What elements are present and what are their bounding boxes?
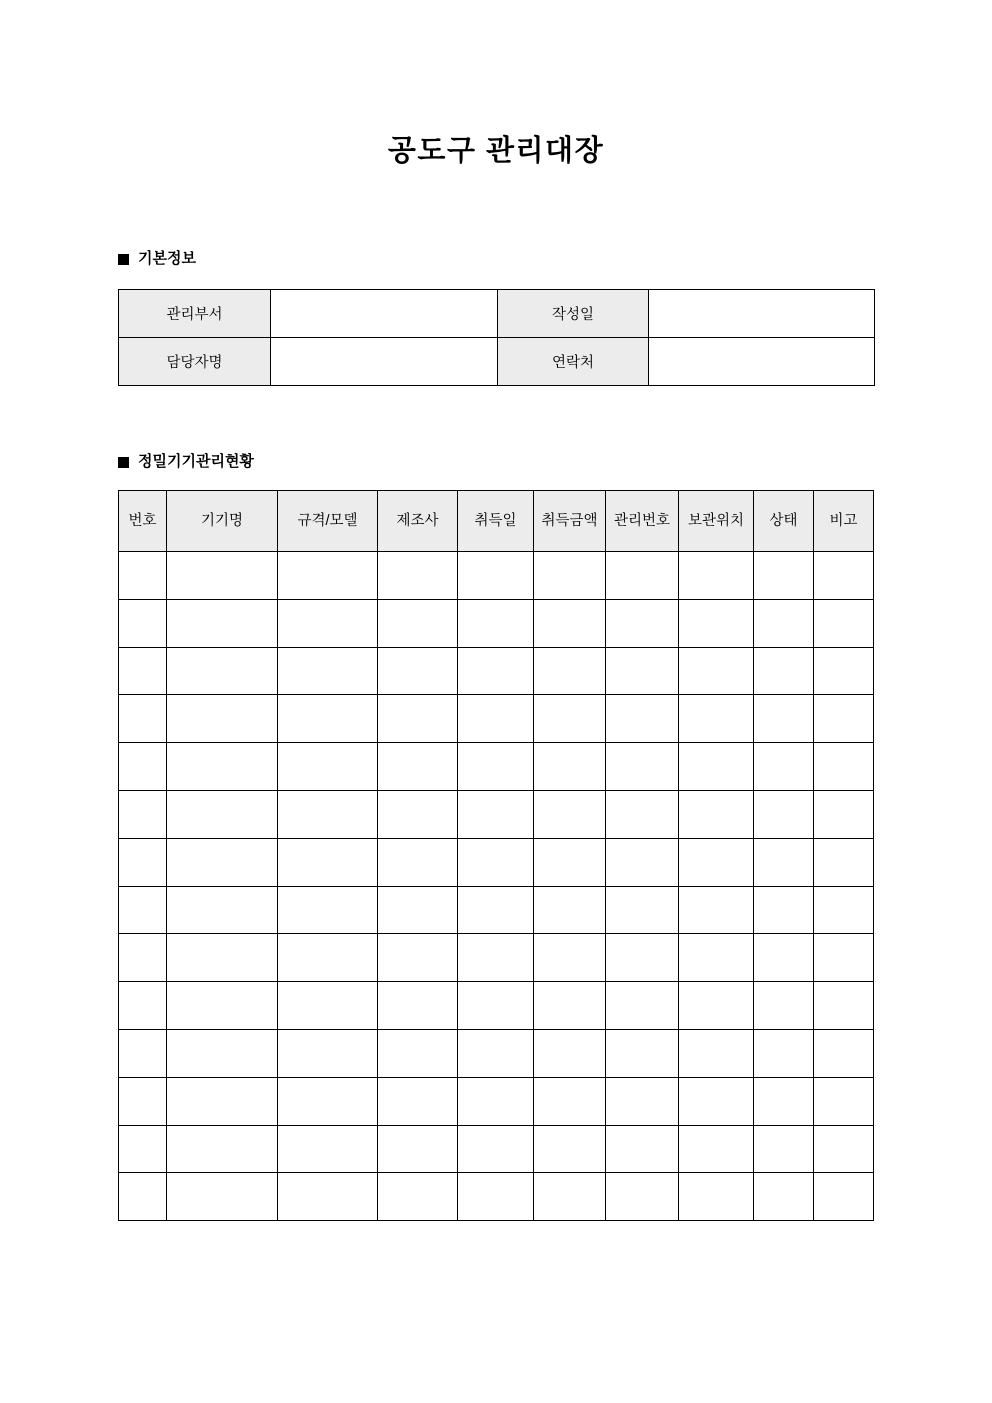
cell-remarks[interactable] [814, 934, 874, 982]
cell-storage-location[interactable] [679, 1029, 754, 1077]
cell-manufacturer[interactable] [378, 647, 458, 695]
cell-acquisition-amount[interactable] [534, 982, 606, 1030]
cell-manufacturer[interactable] [378, 552, 458, 600]
cell-remarks[interactable] [814, 647, 874, 695]
cell-spec-model[interactable] [278, 790, 378, 838]
cell-acquisition-date[interactable] [458, 886, 534, 934]
cell-spec-model[interactable] [278, 982, 378, 1030]
cell-acquisition-date[interactable] [458, 552, 534, 600]
cell-spec-model[interactable] [278, 1029, 378, 1077]
cell-spec-model[interactable] [278, 934, 378, 982]
cell-remarks[interactable] [814, 743, 874, 791]
info-label-contact: 연락처 [498, 338, 649, 386]
cell-storage-location[interactable] [679, 695, 754, 743]
cell-number[interactable] [119, 647, 167, 695]
column-header-acquisition-amount: 취득금액 [534, 491, 606, 552]
table-row [119, 599, 874, 647]
cell-remarks[interactable] [814, 838, 874, 886]
square-bullet-icon [118, 457, 129, 468]
cell-number[interactable] [119, 934, 167, 982]
cell-acquisition-amount[interactable] [534, 838, 606, 886]
cell-device-name[interactable] [167, 647, 278, 695]
cell-device-name[interactable] [167, 743, 278, 791]
cell-device-name[interactable] [167, 934, 278, 982]
cell-spec-model[interactable] [278, 599, 378, 647]
cell-manufacturer[interactable] [378, 1125, 458, 1173]
cell-acquisition-amount[interactable] [534, 1173, 606, 1221]
cell-number[interactable] [119, 1173, 167, 1221]
cell-management-number[interactable] [606, 1077, 679, 1125]
cell-manufacturer[interactable] [378, 790, 458, 838]
column-header-manufacturer: 제조사 [378, 491, 458, 552]
cell-acquisition-amount[interactable] [534, 1077, 606, 1125]
cell-acquisition-amount[interactable] [534, 934, 606, 982]
info-value-contact[interactable] [649, 338, 875, 386]
table-row [119, 1125, 874, 1173]
cell-acquisition-amount[interactable] [534, 647, 606, 695]
cell-acquisition-date[interactable] [458, 982, 534, 1030]
cell-number[interactable] [119, 982, 167, 1030]
cell-remarks[interactable] [814, 1029, 874, 1077]
cell-manufacturer[interactable] [378, 838, 458, 886]
cell-management-number[interactable] [606, 1173, 679, 1221]
table-row [119, 743, 874, 791]
cell-device-name[interactable] [167, 790, 278, 838]
cell-storage-location[interactable] [679, 886, 754, 934]
cell-spec-model[interactable] [278, 1173, 378, 1221]
cell-spec-model[interactable] [278, 743, 378, 791]
cell-storage-location[interactable] [679, 743, 754, 791]
cell-storage-location[interactable] [679, 1125, 754, 1173]
cell-condition[interactable] [754, 743, 814, 791]
cell-acquisition-amount[interactable] [534, 1029, 606, 1077]
cell-condition[interactable] [754, 695, 814, 743]
cell-device-name[interactable] [167, 886, 278, 934]
table-row [119, 1077, 874, 1125]
cell-condition[interactable] [754, 886, 814, 934]
cell-management-number[interactable] [606, 743, 679, 791]
column-header-number: 번호 [119, 491, 167, 552]
cell-condition[interactable] [754, 1173, 814, 1221]
cell-condition[interactable] [754, 1029, 814, 1077]
cell-remarks[interactable] [814, 1125, 874, 1173]
cell-acquisition-date[interactable] [458, 838, 534, 886]
table-row [119, 790, 874, 838]
info-value-managing-department[interactable] [271, 290, 498, 338]
cell-device-name[interactable] [167, 552, 278, 600]
cell-storage-location[interactable] [679, 599, 754, 647]
section-heading-equipment-status [118, 451, 254, 473]
cell-remarks[interactable] [814, 886, 874, 934]
cell-device-name[interactable] [167, 982, 278, 1030]
cell-storage-location[interactable] [679, 647, 754, 695]
cell-remarks[interactable] [814, 1173, 874, 1221]
cell-number[interactable] [119, 838, 167, 886]
column-header-storage-location: 보관위치 [679, 491, 754, 552]
cell-device-name[interactable] [167, 1029, 278, 1077]
cell-management-number[interactable] [606, 934, 679, 982]
cell-storage-location[interactable] [679, 1077, 754, 1125]
cell-acquisition-amount[interactable] [534, 695, 606, 743]
cell-condition[interactable] [754, 1125, 814, 1173]
cell-spec-model[interactable] [278, 552, 378, 600]
table-row [119, 647, 874, 695]
cell-number[interactable] [119, 552, 167, 600]
equipment-status-table [118, 490, 874, 1221]
cell-remarks[interactable] [814, 552, 874, 600]
cell-remarks[interactable] [814, 982, 874, 1030]
cell-storage-location[interactable] [679, 552, 754, 600]
info-label-person-in-charge: 담당자명 [119, 338, 271, 386]
table-row [119, 1029, 874, 1077]
cell-acquisition-date[interactable] [458, 1125, 534, 1173]
cell-device-name[interactable] [167, 1173, 278, 1221]
cell-spec-model[interactable] [278, 838, 378, 886]
cell-management-number[interactable] [606, 790, 679, 838]
table-row [119, 1173, 874, 1221]
cell-remarks[interactable] [814, 1077, 874, 1125]
cell-spec-model[interactable] [278, 1077, 378, 1125]
cell-number[interactable] [119, 599, 167, 647]
section-heading-basic-info-label: 기본정보 [138, 250, 196, 267]
section-heading-basic-info [118, 248, 196, 270]
cell-condition[interactable] [754, 552, 814, 600]
cell-condition[interactable] [754, 790, 814, 838]
cell-management-number[interactable] [606, 838, 679, 886]
table-row [119, 552, 874, 600]
cell-acquisition-amount[interactable] [534, 552, 606, 600]
cell-acquisition-amount[interactable] [534, 886, 606, 934]
cell-management-number[interactable] [606, 647, 679, 695]
cell-storage-location[interactable] [679, 838, 754, 886]
cell-acquisition-date[interactable] [458, 790, 534, 838]
cell-acquisition-date[interactable] [458, 743, 534, 791]
cell-condition[interactable] [754, 934, 814, 982]
cell-device-name[interactable] [167, 599, 278, 647]
cell-management-number[interactable] [606, 886, 679, 934]
cell-management-number[interactable] [606, 695, 679, 743]
page-title: 공도구 관리대장 [387, 135, 605, 167]
cell-acquisition-date[interactable] [458, 934, 534, 982]
cell-remarks[interactable] [814, 790, 874, 838]
cell-acquisition-amount[interactable] [534, 599, 606, 647]
table-row [119, 982, 874, 1030]
cell-manufacturer[interactable] [378, 1077, 458, 1125]
cell-manufacturer[interactable] [378, 695, 458, 743]
cell-condition[interactable] [754, 599, 814, 647]
table-header-row [119, 491, 874, 552]
info-value-creation-date[interactable] [649, 290, 875, 338]
cell-number[interactable] [119, 1125, 167, 1173]
column-header-acquisition-date: 취득일 [458, 491, 534, 552]
table-row [119, 886, 874, 934]
cell-remarks[interactable] [814, 599, 874, 647]
cell-acquisition-amount[interactable] [534, 1125, 606, 1173]
cell-management-number[interactable] [606, 1125, 679, 1173]
cell-acquisition-amount[interactable] [534, 790, 606, 838]
table-row [119, 934, 874, 982]
cell-storage-location[interactable] [679, 1173, 754, 1221]
cell-acquisition-date[interactable] [458, 1077, 534, 1125]
basic-info-table [118, 289, 875, 386]
cell-manufacturer[interactable] [378, 934, 458, 982]
cell-condition[interactable] [754, 647, 814, 695]
cell-manufacturer[interactable] [378, 743, 458, 791]
column-header-remarks: 비고 [814, 491, 874, 552]
cell-spec-model[interactable] [278, 1125, 378, 1173]
cell-management-number[interactable] [606, 982, 679, 1030]
table-row [119, 338, 875, 386]
cell-number[interactable] [119, 743, 167, 791]
cell-device-name[interactable] [167, 695, 278, 743]
cell-device-name[interactable] [167, 1125, 278, 1173]
cell-number[interactable] [119, 1029, 167, 1077]
cell-condition[interactable] [754, 1077, 814, 1125]
column-header-management-number: 관리번호 [606, 491, 679, 552]
cell-management-number[interactable] [606, 552, 679, 600]
square-bullet-icon [118, 254, 129, 265]
table-row [119, 290, 875, 338]
cell-number[interactable] [119, 790, 167, 838]
cell-storage-location[interactable] [679, 982, 754, 1030]
info-value-person-in-charge[interactable] [271, 338, 498, 386]
cell-storage-location[interactable] [679, 790, 754, 838]
cell-spec-model[interactable] [278, 695, 378, 743]
cell-management-number[interactable] [606, 599, 679, 647]
cell-number[interactable] [119, 886, 167, 934]
cell-acquisition-date[interactable] [458, 647, 534, 695]
cell-condition[interactable] [754, 982, 814, 1030]
cell-storage-location[interactable] [679, 934, 754, 982]
cell-manufacturer[interactable] [378, 982, 458, 1030]
cell-management-number[interactable] [606, 1029, 679, 1077]
column-header-device-name: 기기명 [167, 491, 278, 552]
cell-manufacturer[interactable] [378, 886, 458, 934]
cell-spec-model[interactable] [278, 647, 378, 695]
info-label-managing-department: 관리부서 [119, 290, 271, 338]
cell-acquisition-date[interactable] [458, 1173, 534, 1221]
cell-acquisition-date[interactable] [458, 1029, 534, 1077]
section-heading-equipment-status-label: 정밀기기관리현황 [138, 453, 254, 470]
cell-number[interactable] [119, 1077, 167, 1125]
cell-condition[interactable] [754, 838, 814, 886]
cell-device-name[interactable] [167, 1077, 278, 1125]
table-row [119, 695, 874, 743]
cell-manufacturer[interactable] [378, 1029, 458, 1077]
cell-spec-model[interactable] [278, 886, 378, 934]
cell-manufacturer[interactable] [378, 599, 458, 647]
table-row [119, 838, 874, 886]
cell-number[interactable] [119, 695, 167, 743]
cell-manufacturer[interactable] [378, 1173, 458, 1221]
cell-remarks[interactable] [814, 695, 874, 743]
cell-acquisition-date[interactable] [458, 599, 534, 647]
column-header-spec-model: 규격/모델 [278, 491, 378, 552]
cell-acquisition-date[interactable] [458, 695, 534, 743]
column-header-condition: 상태 [754, 491, 814, 552]
info-label-creation-date: 작성일 [498, 290, 649, 338]
cell-device-name[interactable] [167, 838, 278, 886]
cell-acquisition-amount[interactable] [534, 743, 606, 791]
